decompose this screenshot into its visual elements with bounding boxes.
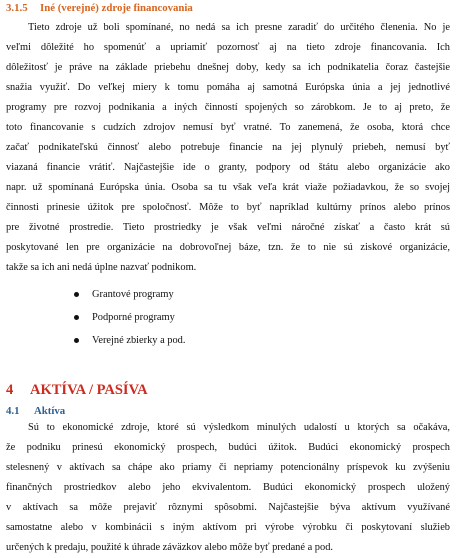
section-number: 4.1: [6, 405, 20, 417]
paragraph-line: snažia využiť. Do veľkej miery k tomu pomáha aj samotná Európska únia a jej jednotlivé: [6, 82, 450, 93]
list-item-label: Grantové programy: [92, 289, 174, 300]
paragraph-line: stelesnený v aktívach sa chápe ako priamy či nepriamy potencionálny príspevok ku zvýšeniu: [6, 462, 450, 473]
paragraph-assets: [6, 418, 450, 558]
bullet-icon: [74, 338, 79, 343]
paragraph-other-sources: [6, 18, 450, 278]
paragraph-line: Sú to ekonomické zdroje, ktoré sú výsledkom minulých udalostí u ktorých sa očakáva,: [28, 422, 450, 433]
paragraph-line: finančných prostriedkov alebo jeho ekvivalentom. Budúci ekonomický prospech uložený: [6, 482, 450, 493]
section-title: Iné (verejné) zdroje financovania: [40, 2, 193, 14]
bullet-icon: [74, 315, 79, 320]
list-item-label: Podporné programy: [92, 312, 175, 323]
paragraph-line: činnosti prinesie úžitok pre spoločnosť. Môže to byť napríklad kultúrny prínos alebo prínos: [6, 202, 450, 213]
bullet-icon: [74, 292, 79, 297]
paragraph-line: poskytované len pre organizácie na dobrovoľnej báze, tzn. že to nie sú ziskové organizácie,: [6, 242, 450, 253]
list-item: [74, 306, 185, 329]
bullet-list: [74, 283, 185, 352]
paragraph-line: takže sa ich ani nedá úplne nazvať podnikom.: [6, 262, 197, 273]
list-item-label: Verejné zbierky a pod.: [92, 335, 186, 346]
section-heading-3-1-5: [6, 2, 193, 14]
paragraph-line: pre životné prostredie. Tieto prostriedky je však veľmi náročné získať a často krát sú: [6, 222, 450, 233]
paragraph-line: Tieto zdroje už boli spomínané, no nedá sa ich presne zaradiť do určitého členenia. No je: [28, 22, 450, 33]
paragraph-line: v aktívach sa môže prejaviť rôznymi spôsobmi. Najčastejšie býva aktívum využívané: [6, 502, 450, 513]
list-item: [74, 283, 185, 306]
chapter-title: AKTÍVA / PASÍVA: [30, 382, 148, 398]
paragraph-line: toto financovanie s cudzích zdrojov nemusí byť vratné. To zanemená, že osoba, ktorá chce: [6, 122, 450, 133]
paragraph-line: programy pre rozvoj podnikania a iných činností spojených so zárobkom. Je to aj preto, že: [6, 102, 450, 113]
paragraph-line: samostatne alebo v kombinácii s iným aktívom pri výrobe výrobku či poskytovaní služieb: [6, 522, 450, 533]
list-item: [74, 329, 185, 352]
section-heading-4-1: [6, 405, 65, 417]
paragraph-line: že podniku prinesú ekonomický prospech, budúci úžitok. Budúci ekonomický prospech: [6, 442, 450, 453]
chapter-heading-4: [6, 382, 148, 399]
chapter-number: 4: [6, 382, 14, 398]
paragraph-line: viazaná financie vrátiť. Najčastejšie ide o granty, podpory od štátu alebo organizácie ako: [6, 162, 450, 173]
paragraph-line: začať podnikateľskú činnosť alebo potrebuje financie na jej plynulý priebeh, nemusí byť: [6, 142, 450, 153]
paragraph-line: určených k predaju, použité k úhrade záväzkov alebo môže byť predané a pod.: [6, 542, 333, 553]
paragraph-line: dôležitosť je práve na základe priebehu dnešnej doby, kedy sa ich podnikatelia čoraz častejšie: [6, 62, 450, 73]
paragraph-line: napr. už spomínaná Európska únia. Osoba sa tu však veľa krát viaže požiadavkou, že so svojej: [6, 182, 450, 193]
paragraph-line: veľmi dôležité ho spomenúť a upriamiť pozornosť aj na tieto zdroje financovania. Ich: [6, 42, 450, 53]
section-number: 3.1.5: [6, 2, 28, 14]
section-title: Aktíva: [34, 405, 66, 417]
